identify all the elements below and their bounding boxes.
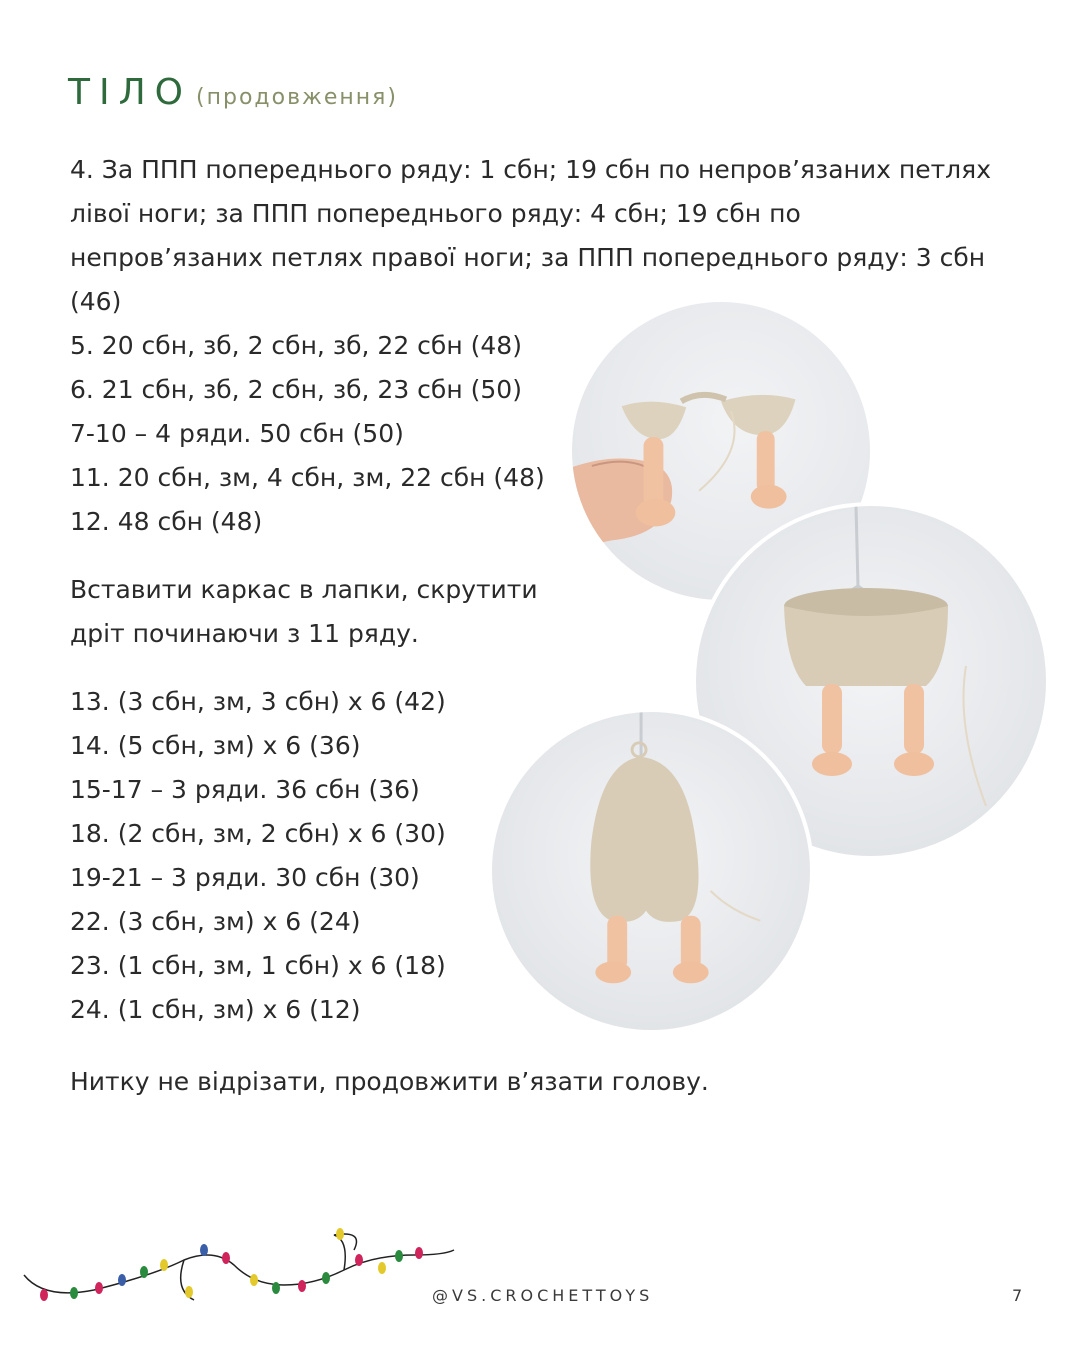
list-item: 23. (1 сбн, зм, 1 сбн) х 6 (18) (70, 951, 446, 980)
page-header (68, 72, 398, 113)
list-item: 11. 20 сбн, зм, 4 сбн, зм, 22 сбн (48) (70, 463, 545, 492)
row-4-instructions: 4. За ППП попереднього ряду: 1 сбн; 19 сбн по непров’язаних петлях лівої ноги; за ППП попереднього ряду: 4 сбн; 19 сбн по непров’язаних петлях правої ноги; за ППП попереднього ряду: 3 сбн (46) (70, 155, 991, 316)
page-subtitle: (продовження) (196, 85, 398, 110)
list-item: 15-17 – 3 ряди. 36 сбн (36) (70, 775, 420, 804)
light-bulb-icon (40, 1228, 423, 1301)
final-note: Нитку не відрізати, продовжити в’язати голову. (70, 1067, 709, 1096)
list-item: 19-21 – 3 ряди. 30 сбн (30) (70, 863, 420, 892)
list-item: 6. 21 сбн, зб, 2 сбн, зб, 23 сбн (50) (70, 375, 522, 404)
page-title: ТІЛО (68, 72, 193, 113)
photo-finished-body (488, 708, 814, 1034)
list-item: 12. 48 сбн (48) (70, 507, 263, 536)
list-item: 22. (3 сбн, зм) х 6 (24) (70, 907, 361, 936)
list-item: 7-10 – 4 ряди. 50 сбн (50) (70, 419, 404, 448)
rows-list-part1 (70, 324, 545, 544)
list-item: 18. (2 сбн, зм, 2 сбн) х 6 (30) (70, 819, 446, 848)
page-number: 7 (1012, 1286, 1023, 1305)
insert-frame-note: Вставити каркас в лапки, скрутити дріт починаючи з 11 ряду. (70, 575, 538, 648)
rows-list-part2 (70, 680, 446, 1032)
list-item: 24. (1 сбн, зм) х 6 (12) (70, 995, 361, 1024)
footer-handle: @VS.CROCHETTOYS (432, 1286, 654, 1305)
list-item: 13. (3 сбн, зм, 3 сбн) х 6 (42) (70, 687, 446, 716)
string-lights-decoration (14, 1220, 464, 1320)
list-item: 14. (5 сбн, зм) х 6 (36) (70, 731, 361, 760)
list-item: 5. 20 сбн, зб, 2 сбн, зб, 22 сбн (48) (70, 331, 522, 360)
